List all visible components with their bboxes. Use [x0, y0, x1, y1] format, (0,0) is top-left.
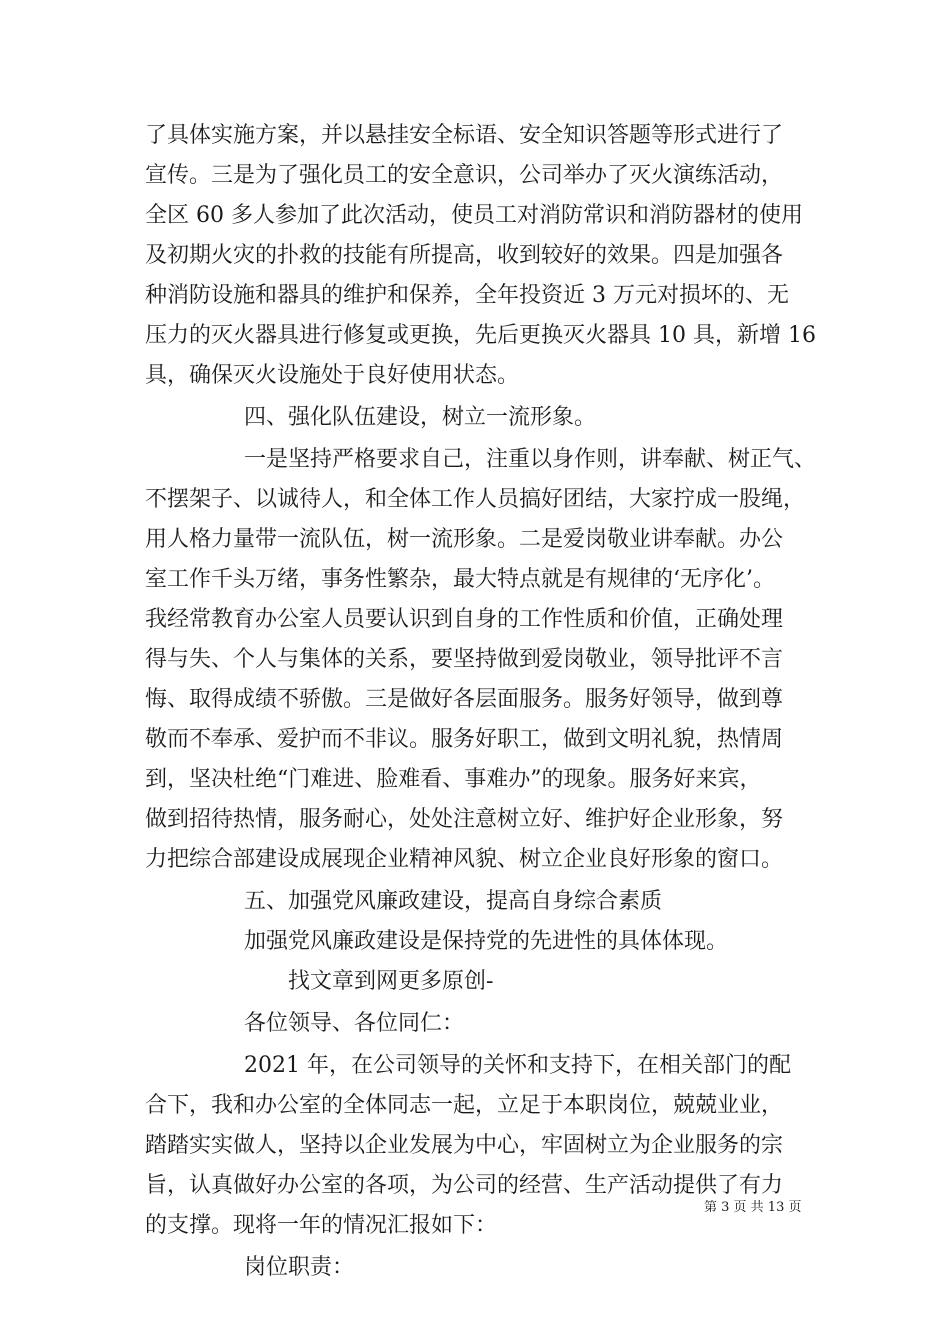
text-line: 岗位职责： — [244, 1255, 355, 1280]
text-line: 了具体实施方案，并以悬挂安全标语、安全知识答题等形式进行了 — [145, 123, 784, 148]
text-line: 我经常教育办公室人员要认识到自身的工作性质和价值，正确处理 — [145, 607, 784, 632]
text-line: 用人格力量带一流队伍，树一流形象。二是爱岗敬业讲奉献。办公 — [145, 527, 784, 552]
text-line: 得与失、个人与集体的关系，要坚持做到爱岗敬业，领导批评不言 — [145, 647, 784, 672]
text-line: 到，坚决杜绝“门难进、脸难看、事难办”的现象。服务好来宾， — [145, 767, 762, 792]
text-line: 的支撑。现将一年的情况汇报如下： — [145, 1213, 498, 1238]
text-line: 压力的灭火器具进行修复或更换，先后更换灭火器具 10 具，新增 16 — [145, 323, 816, 348]
section-heading: 四、强化队伍建设，树立一流形象。 — [244, 405, 597, 430]
text-line: 宣传。三是为了强化员工的安全意识，公司举办了灭火演练活动， — [145, 163, 784, 188]
text-line: 踏踏实实做人，坚持以企业发展为中心，牢固树立为企业服务的宗 — [145, 1133, 784, 1158]
text-line: 不摆架子、以诚待人，和全体工作人员搞好团结，大家拧成一股绳， — [145, 487, 806, 512]
text-line: 敬而不奉承、爱护而不非议。服务好职工，做到文明礼貌，热情周 — [145, 727, 784, 752]
section-heading: 五、加强党风廉政建设，提高自身综合素质 — [244, 889, 663, 914]
text-line: 种消防设施和器具的维护和保养，全年投资近 3 万元对损坏的、无 — [145, 283, 789, 308]
text-line: 一是坚持严格要求自己，注重以身作则，讲奉献、树正气、 — [244, 447, 817, 472]
text-line: 2021 年，在公司领导的关怀和支持下，在相关部门的配 — [244, 1053, 791, 1078]
text-line: 合下，我和办公室的全体同志一起，立足于本职岗位，兢兢业业， — [145, 1093, 784, 1118]
text-line: 及初期火灾的扑救的技能有所提高，收到较好的效果。四是加强各 — [145, 243, 784, 268]
text-line: 做到招待热情，服务耐心，处处注意树立好、维护好企业形象，努 — [145, 807, 784, 832]
text-line: 全区 60 多人参加了此次活动，使员工对消防常识和消防器材的使用 — [145, 203, 803, 228]
text-line: 具，确保灭火设施处于良好使用状态。 — [145, 363, 520, 388]
text-line: 加强党风廉政建设是保持党的先进性的具体体现。 — [244, 929, 729, 954]
text-line: 悔、取得成绩不骄傲。三是做好各层面服务。服务好领导，做到尊 — [145, 687, 784, 712]
text-line: 力把综合部建设成展现企业精神风貌、树立企业良好形象的窗口。 — [145, 847, 784, 872]
text-line: 室工作千头万绪，事务性繁杂，最大特点就是有规律的‘无序化’。 — [145, 567, 775, 592]
text-line: 旨，认真做好办公室的各项，为公司的经营、生产活动提供了有力 — [145, 1173, 784, 1198]
greeting-line: 各位领导、各位同仁： — [244, 1011, 465, 1036]
page-number-footer: 第 3 页 共 13 页 — [704, 1200, 802, 1215]
watermark-line: 找文章到网更多原创- — [288, 969, 494, 994]
